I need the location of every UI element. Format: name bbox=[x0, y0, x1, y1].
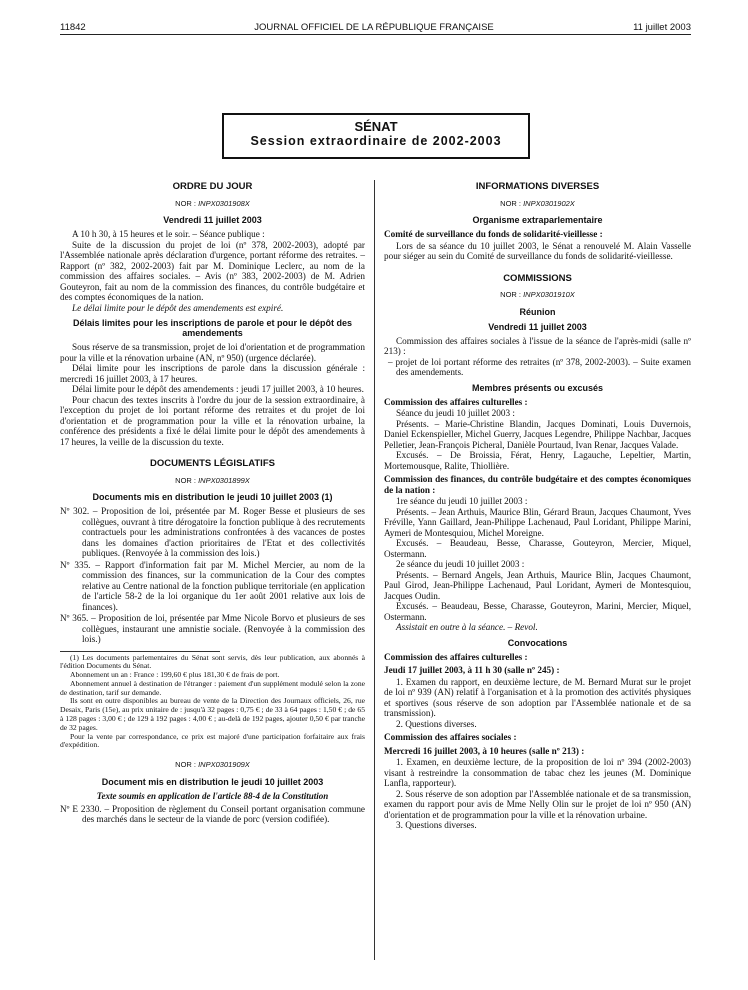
conv-soc-3: 3. Questions diverses. bbox=[396, 820, 477, 830]
conv-cult-title: Commission des affaires culturelles : bbox=[384, 651, 528, 662]
docs-title: DOCUMENTS LÉGISLATIFS bbox=[150, 458, 275, 469]
header-rule bbox=[60, 34, 691, 35]
doc2-title: Document mis en distribution le jeudi 10 juillet 2003 bbox=[101, 776, 324, 787]
reunion-title: Réunion bbox=[519, 306, 556, 317]
column-divider bbox=[374, 180, 375, 960]
doc-e2330: Nº E 2330. – Proposition de règlement du Conseil portant organisation commune des marchés dans le secteur de la viande de porc (version codifiée). bbox=[60, 803, 365, 825]
odj-text: Suite de la discussion du projet de loi (nº 378, 2002-2003), adopté par l'Assemblée nationale après déclaration d'urgence, portant réforme des retraites. – Rapport (nº 382, 2002-2003) fait par M. Dominique Leclerc, au nom de la commission des affaires sociales. – Avis (nº 383, 2002-2003) de M. Adrien Gouteyron, fait au nom de la commission des finances, du contrôle budgétaire et des comptes économiques de la nation. bbox=[60, 239, 365, 302]
fin-presents-1: Présents. – Jean Arthuis, Maurice Blin, Gérard Braun, Jacques Chaumont, Yves Fréville, Yann Gaillard, Jean-Philippe Lachenaud, Paul Loridant, Philippe Marini, Aymeri de Montesquiou, Michel Moreigne. bbox=[384, 506, 691, 538]
footnote-2: Abonnement un an : France : 199,60 € plus 181,30 € de frais de port. bbox=[70, 670, 280, 680]
org-title: Organisme extraparlementaire bbox=[472, 215, 603, 225]
conv-cult-day: Jeudi 17 juillet 2003, à 11 h 30 (salle nº 245) : bbox=[384, 665, 560, 675]
cult-excuses: Excusés. – De Broissia, Férat, Henry, Lagauche, Lepeltier, Martin, Mortemousque, Ralite, Thiollière. bbox=[384, 450, 691, 471]
fin-excuses-2: Excusés. – Beaudeau, Besse, Charasse, Gouteyron, Marini, Mercier, Miquel, Ostermann. bbox=[384, 601, 691, 622]
fin-seance-1: 1re séance du jeudi 10 juillet 2003 : bbox=[396, 496, 528, 506]
delais-p4: Pour chacun des textes inscrits à l'ordre du jour de la session extraordinaire, à l'exception du projet de loi portant réforme des retraites et du projet de loi d'orientation et de programmation pour la ville et la rénovation urbaine, la conférence des présidents a fixé le délai limite pour le dépôt des amendements à 17 heures, la veille de la discussion du texte. bbox=[60, 394, 365, 447]
membres-title: Membres présents ou excusés bbox=[471, 382, 604, 393]
delais-p1: Sous réserve de sa transmission, projet de loi d'orientation et de programmation pour la ville et la rénovation urbaine (AN, nº 950) (urgence déclarée). bbox=[60, 342, 365, 363]
fin-excuses-1: Excusés. – Beaudeau, Besse, Charasse, Gouteyron, Mercier, Miquel, Ostermann. bbox=[384, 538, 691, 559]
issue-date: 11 juillet 2003 bbox=[633, 22, 691, 33]
doc2-nor: NOR : INPX0301909X bbox=[175, 760, 250, 770]
conv-soc-day: Mercredi 16 juillet 2003, à 10 heures (salle nº 213) : bbox=[384, 745, 585, 756]
banner-title: SÉNAT bbox=[354, 119, 398, 134]
doc-365: Nº 365. – Proposition de loi, présentée par Mme Nicole Borvo et plusieurs de ses collègues, instaurant une amnistie sociale. (Renvoyée à la commission des lois.) bbox=[60, 613, 365, 644]
fin-title: Commission des finances, du contrôle budgétaire et des comptes économiques de la nation : bbox=[384, 474, 691, 495]
convocations-title: Convocations bbox=[507, 637, 568, 648]
odj-title: ORDRE DU JOUR bbox=[172, 181, 253, 192]
info-nor: NOR : INPX0301902X bbox=[500, 198, 575, 208]
delais-title: Délais limites pour les inscriptions de parole et pour le dépôt des amendements bbox=[72, 318, 353, 338]
right-column bbox=[384, 178, 691, 831]
footnote-5: Pour la vente par correspondance, ce prix est majoré d'une participation forfaitaire aux frais d'expédition. bbox=[60, 731, 365, 750]
reunion-day: Vendredi 11 juillet 2003 bbox=[488, 321, 587, 332]
reunion-text: Commission des affaires sociales à l'issue de la séance de l'après-midi (salle nº 213) : bbox=[384, 335, 691, 356]
banner-subtitle: Session extraordinaire de 2002-2003 bbox=[250, 134, 502, 148]
fin-presents-2: Présents. – Bernard Angels, Jean Arthuis, Maurice Blin, Jacques Chaumont, Paul Girod, Jean-Philippe Lachenaud, Paul Loridant, Aymeri de Montesquiou, Jacques Oudin. bbox=[384, 569, 691, 601]
docs-subtitle: Documents mis en distribution le jeudi 10 juillet 2003 (1) bbox=[92, 492, 333, 502]
reunion-item: – projet de loi portant réforme des retraites (nº 378, 2002-2003). – Suite examen des amendements. bbox=[388, 356, 691, 377]
delais-p2: Délai limite pour les inscriptions de parole dans la discussion générale : mercredi 16 juillet 2003, à 17 heures. bbox=[60, 363, 365, 384]
conv-cult-1: 1. Examen du rapport, en deuxième lecture, de M. Bernard Murat sur le projet de loi nº 939 (AN) relatif à l'organisation et à la promotion des activités physiques et sportives (sous réserve de son adoption par l'Assemblée nationale et de sa transmission). bbox=[384, 676, 691, 718]
doc-335: Nº 335. – Rapport d'information fait par M. Michel Mercier, au nom de la commission des finances, sur la communication de la Cour des comptes relative au Centre national de la fonction publique territoriale (en application de l'article 58-2 de la loi organique du 1er août 2001 relative aux lois de finances). bbox=[60, 559, 365, 612]
cult-presents: Présents. – Marie-Christine Blandin, Jacques Dominati, Louis Duvernois, Daniel Eckenspieller, Michel Guerry, Jacques Legendre, Philippe Nachbar, Jacques Pelletier, Jean-François Picheral, Danièle Pourtaud, Ivan Renar, Jacques Valade. bbox=[384, 418, 691, 450]
commissions-nor: NOR : INPX0301910X bbox=[500, 290, 575, 299]
conv-soc-2: 2. Sous réserve de son adoption par l'Assemblée nationale et de sa transmission, examen du rapport pour avis de Mme Nelly Olin sur le projet de loi nº 950 (AN) d'orientation et de programmation pour la ville et la rénovation urbaine. bbox=[384, 788, 691, 820]
senate-banner bbox=[222, 113, 530, 159]
commissions-title: COMMISSIONS bbox=[503, 272, 572, 284]
odj-deadline: Le délai limite pour le dépôt des amendements est expiré. bbox=[72, 302, 284, 313]
org-text: Lors de sa séance du 10 juillet 2003, le Sénat a renouvelé M. Alain Vasselle pour siéger au sein du Comité de surveillance du fonds de solidarité-vieillesse. bbox=[384, 240, 691, 261]
fin-seance-2: 2e séance du jeudi 10 juillet 2003 : bbox=[396, 559, 525, 569]
conv-soc-1: 1. Examen, en deuxième lecture, de la proposition de loi nº 394 (2002-2003) visant à restreindre la consommation de tabac chez les jeunes (M. Dominique Lanfla, rapporteur). bbox=[384, 757, 691, 788]
odj-day: Vendredi 11 juillet 2003 bbox=[163, 215, 262, 225]
cult-seance: Séance du jeudi 10 juillet 2003 : bbox=[396, 408, 515, 418]
odj-nor: NOR : INPX0301908X bbox=[175, 198, 250, 208]
doc-302: Nº 302. – Proposition de loi, présentée par M. Roger Besse et plusieurs de ses collègues, ouvrant à titre dérogatoire la fonction publique à des recrutements contractuels pour les administrations confrontées à des vacances de postes dans les domaines d'action prioritaires de l'Etat et des collectivités publiques. (Renvoyée à la commission des lois.) bbox=[60, 506, 365, 558]
doc2-subtitle: Texte soumis en application de l'article 88-4 de la Constitution bbox=[96, 790, 329, 801]
footnotes bbox=[60, 654, 365, 751]
delais-p3: Délai limite pour le dépôt des amendements : jeudi 17 juillet 2003, à 10 heures. bbox=[72, 384, 364, 394]
fin-assistait: Assistait en outre à la séance. – Revol. bbox=[396, 622, 538, 632]
docs-nor: NOR : INPX0301899X bbox=[175, 475, 250, 485]
org-subtitle: Comité de surveillance du fonds de solidarité-vieillesse : bbox=[384, 229, 603, 239]
footnote-3: Abonnement annuel à destination de l'étranger : paiement d'un supplément modulé selon la zone de destination, tarif sur demande. bbox=[60, 678, 365, 697]
cult-title: Commission des affaires culturelles : bbox=[384, 396, 528, 407]
journal-title: JOURNAL OFFICIEL DE LA RÉPUBLIQUE FRANÇAISE bbox=[254, 22, 494, 33]
conv-cult-2: 2. Questions diverses. bbox=[396, 718, 477, 729]
footnote-1: (1) Les documents parlementaires du Sénat sont servis, dès leur publication, aux abonnés à l'édition Documents du Sénat. bbox=[60, 652, 365, 671]
odj-session: A 10 h 30, à 15 heures et le soir. – Séance publique : bbox=[72, 229, 265, 239]
footnote-4: Ils sont en outre disponibles au bureau de vente de la Direction des Journaux officiels, 26, rue Desaix, Paris (15e), au prix unitaire de : jusqu'à 32 pages : 0,75 € ; de 33 à 64 pages : 1,50 € ; de 65 à 128 pages : 3,00 € ; de 129 à 192 pages : 4,00 € ; au-delà de 192 pages, ajouter 0,50 € par tranche de 32 pages. bbox=[60, 696, 365, 732]
conv-soc-title: Commission des affaires sociales : bbox=[384, 732, 517, 742]
page-number: 11842 bbox=[60, 22, 86, 33]
left-column bbox=[60, 178, 365, 826]
info-title: INFORMATIONS DIVERSES bbox=[475, 181, 600, 192]
